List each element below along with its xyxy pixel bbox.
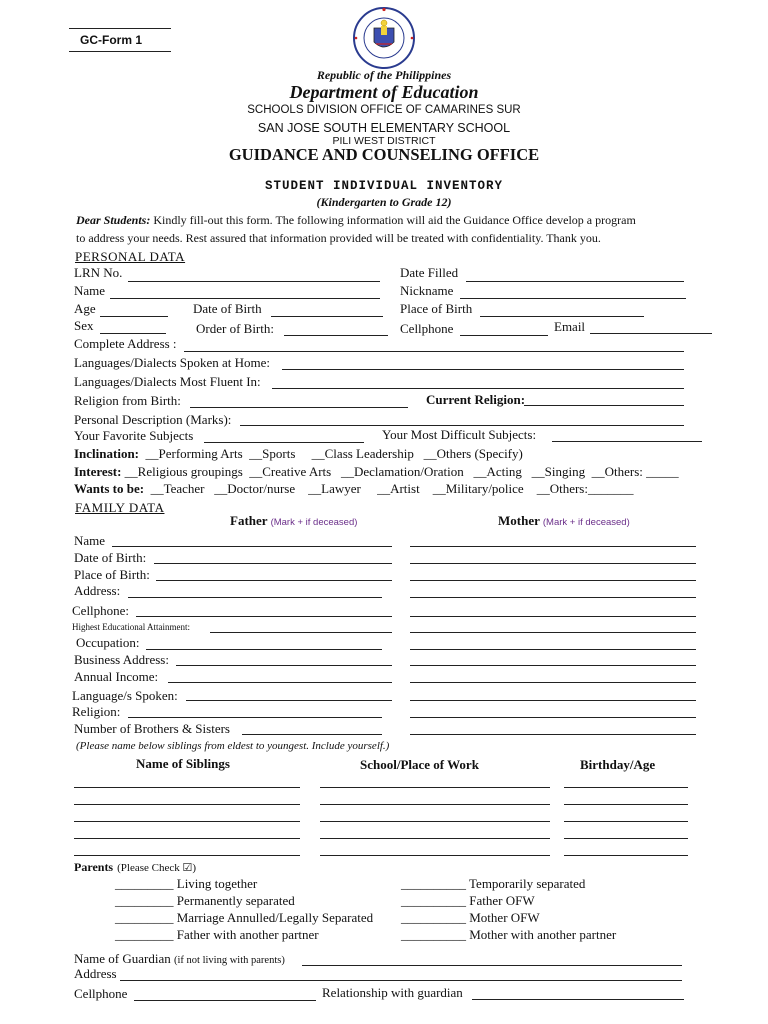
department-heading: Department of Education — [289, 82, 479, 102]
interest-option[interactable]: __Singing — [525, 464, 586, 479]
father-religion-field[interactable] — [128, 717, 382, 718]
family-field-label: Occupation: — [76, 635, 140, 650]
age-field[interactable] — [100, 316, 168, 317]
mother-cellphone-field[interactable] — [410, 616, 696, 617]
father-language-field[interactable] — [186, 700, 392, 701]
wants-option[interactable]: __Teacher — [147, 481, 205, 496]
interest-option[interactable]: __Religious groupings — [124, 464, 243, 479]
form-subtitle: (Kindergarten to Grade 12) — [316, 195, 452, 209]
name-field[interactable] — [110, 298, 380, 299]
mother-header: Mother (Mark + if deceased) — [498, 513, 630, 528]
fav-subjects-field[interactable] — [204, 442, 364, 443]
personal-desc-field[interactable] — [240, 425, 684, 426]
list-item[interactable]: __________ Father OFW — [401, 893, 535, 908]
guardian-label: Name of Guardian — [74, 951, 171, 966]
cellphone-field[interactable] — [460, 335, 548, 336]
family-field-label: Language/s Spoken: — [72, 688, 178, 703]
languages-fluent-label: Languages/Dialects Most Fluent In: — [74, 374, 261, 389]
father-business-field[interactable] — [176, 665, 392, 666]
guardian-address-label: Address — [74, 966, 117, 981]
religion-birth-label: Religion from Birth: — [74, 393, 181, 408]
father-deceased-note: (Mark + if deceased) — [270, 517, 358, 528]
personal-desc-label: Personal Description (Marks): — [74, 412, 232, 427]
nickname-field[interactable] — [460, 298, 686, 299]
interest-option[interactable]: __Others: _____ — [588, 464, 679, 479]
mother-occupation-field[interactable] — [410, 649, 696, 650]
address-field[interactable] — [184, 351, 684, 352]
father-cellphone-field[interactable] — [136, 616, 392, 617]
wants-option[interactable]: __Military/police — [422, 481, 524, 496]
inclination-label: Inclination: — [74, 446, 140, 461]
sibling-name-field[interactable] — [74, 804, 300, 805]
lrn-field[interactable] — [128, 281, 380, 282]
col-school-header: School/Place of Work — [360, 757, 479, 772]
languages-home-label: Languages/Dialects Spoken at Home: — [74, 355, 271, 370]
wants-option[interactable]: __Lawyer — [298, 481, 361, 496]
guardian-relationship-label: Relationship with guardian — [322, 985, 463, 1000]
family-field-label: Name — [74, 533, 106, 548]
family-field-label: Date of Birth: — [74, 550, 147, 565]
mother-name-field[interactable] — [410, 546, 696, 547]
family-field-label: Religion: — [72, 704, 121, 719]
difficult-subjects-label: Your Most Difficult Subjects: — [382, 427, 537, 442]
inclination-option[interactable]: __Others (Specify) — [417, 446, 523, 461]
mother-dob-field[interactable] — [410, 563, 696, 564]
pob-label: Place of Birth — [400, 301, 473, 316]
guardian-note: (if not living with parents) — [174, 955, 285, 966]
form-title: STUDENT INDIVIDUAL INVENTORY — [264, 179, 504, 193]
mother-pob-field[interactable] — [410, 580, 696, 581]
family-field-label: Address: — [74, 583, 121, 598]
father-header: Father (Mark + if deceased) — [230, 513, 358, 528]
inclination-option[interactable]: __Class Leadership — [298, 446, 414, 461]
sex-label: Sex — [74, 318, 94, 333]
intro-line-2: to address your needs. Rest assured that information provided will be treated with confidentiality. Thank you. — [76, 231, 601, 245]
personal-data-heading: PERSONAL DATA — [75, 249, 186, 264]
email-label: Email — [554, 319, 586, 334]
intro-lead: Dear Students: — [76, 213, 151, 227]
name-label: Name — [74, 283, 106, 298]
current-religion-label: Current Religion: — [426, 392, 526, 407]
deped-seal-icon — [344, 6, 424, 70]
current-religion-field[interactable] — [524, 405, 684, 406]
fav-subjects-label: Your Favorite Subjects — [74, 428, 194, 443]
cellphone-label: Cellphone — [400, 321, 454, 336]
interest-label: Interest: — [74, 464, 122, 479]
sibling-birthday-field[interactable] — [564, 838, 688, 839]
father-pob-field[interactable] — [156, 580, 392, 581]
office-heading: GUIDANCE AND COUNSELING OFFICE — [228, 145, 540, 164]
date-filled-label: Date Filled — [400, 265, 459, 280]
family-field-label: Highest Educational Attainment: — [72, 622, 190, 632]
siblings-count-label: Number of Brothers & Sisters — [74, 721, 230, 736]
lrn-label: LRN No. — [74, 265, 123, 280]
siblings-note: (Please name below siblings from eldest to youngest. Include yourself.) — [76, 740, 390, 752]
guardian-cellphone-field[interactable] — [134, 1000, 316, 1001]
guardian-row-label — [74, 951, 285, 967]
father-name-field[interactable] — [112, 546, 392, 547]
father-dob-field[interactable] — [154, 563, 392, 564]
mother-income-field[interactable] — [410, 682, 696, 683]
languages-fluent-field[interactable] — [272, 388, 684, 389]
sibling-name-field[interactable] — [74, 821, 300, 822]
family-field-label: Business Address: — [74, 652, 169, 667]
parents-row-label — [74, 858, 196, 876]
difficult-subjects-field[interactable] — [552, 441, 702, 442]
sibling-birthday-field[interactable] — [564, 804, 688, 805]
address-label: Complete Address : — [74, 336, 177, 351]
inclination-option[interactable]: __Performing Arts — [142, 446, 243, 461]
list-item[interactable]: _________ Permanently separated — [115, 893, 295, 908]
nickname-label: Nickname — [400, 283, 454, 298]
inclination-row — [74, 446, 523, 462]
col-birthday-header: Birthday/Age — [580, 757, 656, 772]
mother-religion-field[interactable] — [410, 717, 696, 718]
guardian-relationship-field[interactable] — [472, 999, 684, 1000]
wants-label: Wants to be: — [74, 481, 145, 496]
order-birth-label: Order of Birth: — [196, 321, 274, 336]
sibling-birthday-field[interactable] — [564, 787, 688, 788]
father-address-field[interactable] — [128, 597, 382, 598]
sibling-name-field[interactable] — [74, 787, 300, 788]
order-birth-field[interactable] — [284, 335, 388, 336]
mother-language-field[interactable] — [410, 700, 696, 701]
sex-field[interactable] — [100, 333, 166, 334]
list-item[interactable]: __________ Mother with another partner — [401, 927, 617, 942]
guardian-address-field[interactable] — [120, 980, 682, 981]
dob-label: Date of Birth — [193, 301, 262, 316]
father-income-field[interactable] — [168, 682, 392, 683]
wants-option[interactable]: __Doctor/nurse — [207, 481, 296, 496]
division-heading: SCHOOLS DIVISION OFFICE OF CAMARINES SUR — [247, 104, 521, 116]
list-item[interactable]: __________ Mother OFW — [401, 910, 540, 925]
sibling-school-field[interactable] — [320, 787, 550, 788]
family-data-heading: FAMILY DATA — [75, 500, 165, 515]
interest-option[interactable]: __Acting — [466, 464, 522, 479]
list-item[interactable]: __________ Temporarily separated — [401, 876, 586, 891]
sibling-school-field[interactable] — [320, 838, 550, 839]
sibling-school-field[interactable] — [320, 855, 550, 856]
mother-deceased-note: (Mark + if deceased) — [542, 517, 630, 528]
religion-birth-field[interactable] — [190, 407, 408, 408]
sibling-birthday-field[interactable] — [564, 821, 688, 822]
parents-check-note: (Please Check ☑) — [117, 862, 196, 874]
sibling-school-field[interactable] — [320, 804, 550, 805]
wants-option[interactable]: __Artist — [364, 481, 420, 496]
sibling-name-field[interactable] — [74, 838, 300, 839]
interest-option[interactable]: __Creative Arts — [246, 464, 332, 479]
date-filled-field[interactable] — [466, 281, 684, 282]
languages-home-field[interactable] — [282, 369, 684, 370]
father-education-field[interactable] — [210, 632, 392, 633]
interest-option[interactable]: __Declamation/Oration — [334, 464, 464, 479]
parents-label: Parents — [74, 860, 114, 874]
form-id: GC-Form 1 — [80, 33, 143, 47]
wants-option[interactable]: __Others:_______ — [526, 481, 634, 496]
pob-field[interactable] — [480, 316, 644, 317]
email-field[interactable] — [590, 333, 712, 334]
siblings-count-mother-side — [410, 734, 696, 735]
family-field-label: Place of Birth: — [74, 567, 150, 582]
interest-row — [74, 464, 679, 480]
family-field-label: Annual Income: — [74, 669, 159, 684]
list-item[interactable]: _________ Living together — [115, 876, 258, 891]
siblings-count-field[interactable] — [242, 734, 382, 735]
mother-business-field[interactable] — [410, 665, 696, 666]
sibling-birthday-field[interactable] — [564, 855, 688, 856]
wants-row — [74, 481, 633, 497]
list-item[interactable]: _________ Father with another partner — [115, 927, 319, 942]
inclination-option[interactable]: __Sports — [245, 446, 296, 461]
list-item[interactable]: _________ Marriage Annulled/Legally Separated — [115, 910, 374, 925]
intro-text-1: Kindly fill-out this form. The following information will aid the Guidance Office develop a program — [153, 213, 636, 227]
district-heading: PILI WEST DISTRICT — [332, 135, 436, 147]
republic-heading: Republic of the Philippines — [316, 68, 452, 82]
school-heading: SAN JOSE SOUTH ELEMENTARY SCHOOL — [257, 121, 511, 135]
family-field-label: Cellphone: — [72, 603, 130, 618]
age-label: Age — [74, 301, 96, 316]
sibling-name-field[interactable] — [74, 855, 300, 856]
sibling-school-field[interactable] — [320, 821, 550, 822]
guardian-cellphone-label: Cellphone — [74, 986, 128, 1001]
dob-field[interactable] — [271, 316, 383, 317]
guardian-name-field[interactable] — [302, 965, 682, 966]
col-siblings-header: Name of Siblings — [136, 756, 230, 771]
mother-address-field[interactable] — [410, 597, 696, 598]
father-occupation-field[interactable] — [146, 649, 382, 650]
intro-line-1 — [76, 213, 636, 228]
mother-education-field[interactable] — [410, 632, 696, 633]
